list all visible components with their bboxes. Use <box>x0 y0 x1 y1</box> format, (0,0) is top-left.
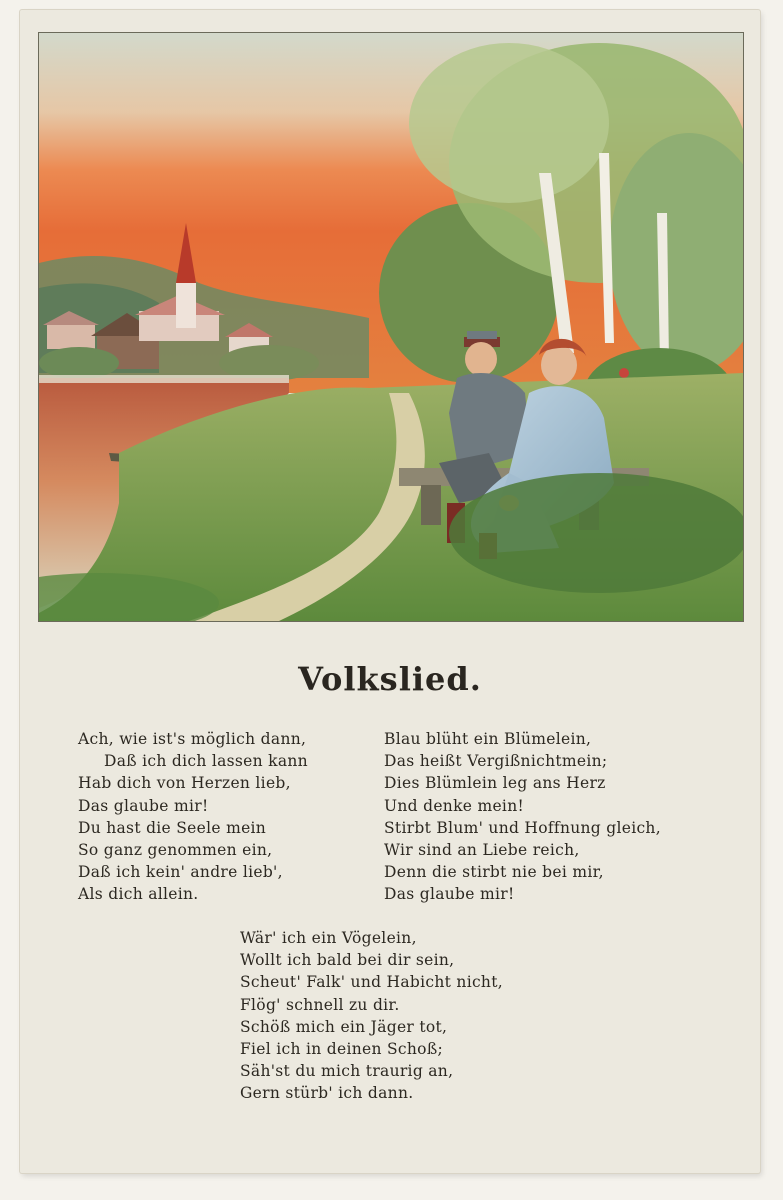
verse-line: Hab dich von Herzen lieb, <box>78 774 291 793</box>
verse-line: Du hast die Seele mein <box>78 818 267 837</box>
bush <box>449 473 743 593</box>
verse-line: Wir sind an Liebe reich, <box>384 841 580 860</box>
illustration <box>38 32 744 622</box>
stanza-2 <box>384 728 661 906</box>
verse-line: Säh'st du mich traurig an, <box>240 1062 454 1081</box>
verse-line: Gern stürb' ich dann. <box>240 1084 414 1103</box>
verse-line: Das glaube mir! <box>78 796 209 815</box>
stanza-1 <box>78 728 308 906</box>
verse-line: Daß ich kein' andre lieb', <box>78 863 283 882</box>
verse-line: Wollt ich bald bei dir sein, <box>240 951 455 970</box>
verse-line: Ach, wie ist's möglich dann, <box>78 730 307 748</box>
stanza-3 <box>240 927 503 1105</box>
verse-line: Flög' schnell zu dir. <box>240 995 400 1014</box>
verse-line: Fiel ich in deinen Schoß; <box>240 1040 443 1059</box>
verse-line: Scheut' Falk' und Habicht nicht, <box>240 973 503 992</box>
illustration-painting <box>39 33 743 621</box>
verse-line: So ganz genommen ein, <box>78 841 273 860</box>
verse-line: Daß ich dich lassen kann <box>104 752 308 771</box>
verse-line: Das glaube mir! <box>384 885 515 904</box>
verse-line: Stirbt Blum' und Hoffnung gleich, <box>384 818 661 837</box>
verse-line: Das heißt Vergißnichtmein; <box>384 752 608 771</box>
verse-line: Dies Blümlein leg ans Herz <box>384 774 606 793</box>
verse-line: Blau blüht ein Blümelein, <box>384 730 592 748</box>
verse-line: Und denke mein! <box>384 796 525 815</box>
verse-line: Schöß mich ein Jäger tot, <box>240 1017 448 1036</box>
verse-line: Als dich allein. <box>78 885 199 904</box>
verse-line: Wär' ich ein Vögelein, <box>240 929 417 947</box>
song-title: Volkslied. <box>298 660 482 698</box>
postcard <box>20 10 760 1173</box>
verse-line: Denn die stirbt nie bei mir, <box>384 863 604 882</box>
